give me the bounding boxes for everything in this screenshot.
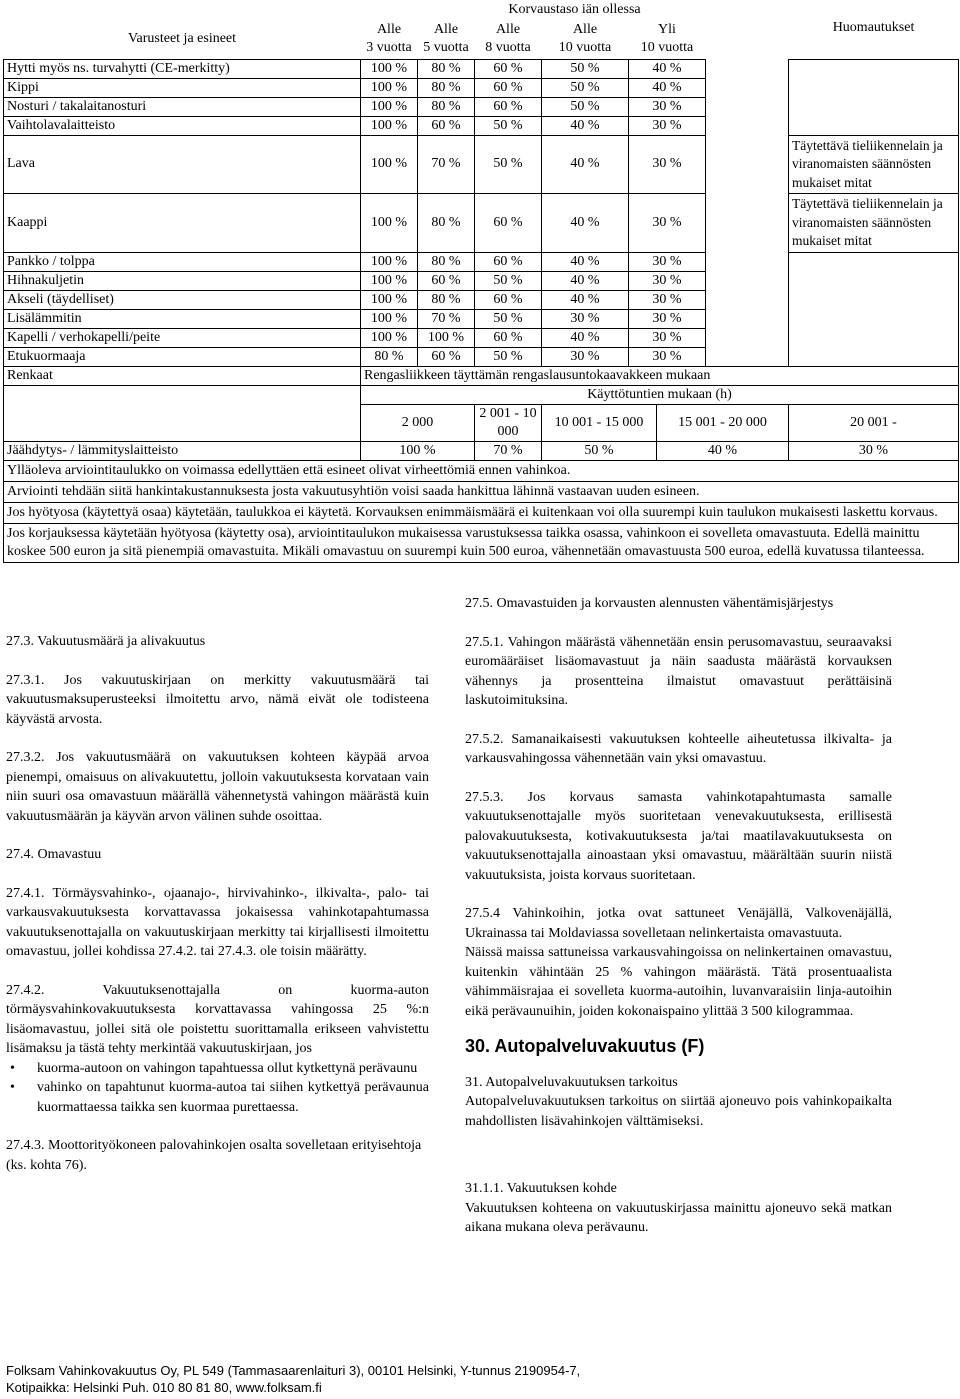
- row-value: 100 %: [361, 116, 418, 135]
- row-value: 80 %: [418, 194, 475, 253]
- paragraph-27-4-3: 27.4.3. Moottorityökoneen palovahinkojen osalta sovelletaan erityisehtoja (ks. kohta 76).: [6, 1138, 422, 1173]
- row-value: 30 %: [629, 252, 706, 271]
- paragraph-27-4-2: 27.4.2. Vakuutuksenottajalla on kuorma-auton törmäysvahinkovakuutuksesta korvattavassa vahingossa 25 %:n lisäomavastuu, jollei sitä ole poistettu suorittamalla erikseen vahvistettu lisämaksu ja tästä tehty merkintää vakuutuskirjaan, jos: [6, 982, 429, 1056]
- section-27-3-heading: 27.3. Vakuutusmäärä ja alivakuutus: [6, 634, 206, 649]
- row-label: Hytti myös ns. turvahytti (CE-merkitty): [4, 59, 361, 78]
- row-value: 80 %: [361, 347, 418, 366]
- hours-header: Käyttötuntien mukaan (h): [361, 385, 959, 404]
- row-value: 30 %: [629, 135, 706, 194]
- tyres-text: Rengasliikkeen täyttämän rengaslausuntokaavakkeen mukaan: [361, 366, 959, 385]
- age-header-1: Alle 3 vuotta: [366, 21, 412, 55]
- footnote-text: Ylläoleva arviointitaulukko on voimassa edellyttäen että esineet olivat virheettömiä ennen vahinkoa.: [4, 460, 959, 481]
- footnote-row: [4, 460, 959, 481]
- age-header-2: Alle 5 vuotta: [423, 21, 469, 55]
- paragraph-27-5: 27.5. Omavastuiden ja korvausten alennusten vähentämisjärjestys: [465, 596, 834, 611]
- header-row-2: [4, 19, 959, 59]
- row-value: 100 %: [361, 328, 418, 347]
- row-value: 30 %: [629, 309, 706, 328]
- hours-range: 20 001 -: [789, 404, 959, 441]
- section-31-heading: 31. Autopalveluvakuutuksen tarkoitus: [465, 1074, 678, 1090]
- age-header-3: Alle 8 vuotta: [485, 21, 531, 55]
- row-value: 40 %: [629, 59, 706, 78]
- section-30-heading: 30. Autopalveluvakuutus (F): [465, 1036, 705, 1056]
- equipment-header: Varusteet ja esineet: [127, 30, 237, 46]
- paragraph-31: Autopalveluvakuutuksen tarkoitus on siirtää ajoneuvo pois vahinkopaikalta mahdollisten lisävahinkojen välttämiseksi.: [465, 1094, 892, 1129]
- paragraph-27-5-3: 27.5.3. Jos korvaus samasta vahinkotapahtumasta samalle vakuutuksenottajalle myös suoritetaan venevakuutuksesta, erillisestä palovakuutuksesta, kotivakuutuksesta ja/tai maatilavakuutuksesta on vakuutuksenottajalla ainoastaan yksi omavastuu, määrältään suurin niistä vakuutuksista, joista korvaus suoritetaan.: [465, 789, 892, 883]
- paragraph-31-1-1: Vakuutuksen kohteena on vakuutuskirjassa mainittu ajoneuvo sekä matkan aikana mukana oleva perävaunu.: [465, 1200, 892, 1235]
- row-value: 100 %: [361, 290, 418, 309]
- hours-header-row: [4, 385, 959, 404]
- row-value: 50 %: [475, 309, 542, 328]
- row-label: Lava: [4, 135, 361, 194]
- row-value: 40 %: [542, 290, 629, 309]
- hours-range: 15 001 - 20 000: [657, 404, 789, 441]
- footnote-row: [4, 523, 959, 562]
- row-value: 80 %: [418, 290, 475, 309]
- paragraph-27-3-2: 27.3.2. Jos vakuutusmäärä on vakuutuksen kohteen käypää arvoa pienempi, omaisuus on alivakuutettu, jolloin vakuutuksesta korvataan vain niin suuri osa omavastuun määrällä vähennetystä vahingon määrästä kuin vakuutusmäärän ja käyvän arvon välinen suhde osoittaa.: [6, 750, 429, 824]
- cooling-value: 70 %: [475, 441, 542, 460]
- row-value: 40 %: [542, 194, 629, 253]
- row-value: 100 %: [361, 194, 418, 253]
- row-label: Akseli (täydelliset): [4, 290, 361, 309]
- row-value: 40 %: [629, 78, 706, 97]
- row-value: 30 %: [629, 271, 706, 290]
- row-value: 100 %: [418, 328, 475, 347]
- left-column: [6, 632, 429, 1175]
- bullet-icon: •: [10, 1080, 15, 1095]
- top-header: Korvaustaso iän ollessa: [508, 1, 641, 17]
- paragraph-27-5-1: 27.5.1. Vahingon määrästä vähennetään ensin perusomavastuu, seuraavaksi euromääräiset lisäomavastuut ja näin saadusta määrästä korvauksen vähennys ja prosentteina ilmaistut omavastuut perättäisinä laskutoimituksina.: [465, 634, 892, 708]
- row-value: 50 %: [542, 97, 629, 116]
- paragraph-27-5-4-continued: Näissä maissa sattuneissa varkausvahingoissa on nelinkertainen omavastuu, kuitenkin vähintään 25 % vahingon määrästä. Tätä prosentuaalista vähimmäisrajaa ei sovelleta kuorma-autoihin, luvanvaraisiin linja-autoihin eikä perävaunuihin, joiden kokonaispaino ylittää 3 500 kilogrammaa.: [465, 945, 892, 1019]
- row-value: 70 %: [418, 135, 475, 194]
- list-item: • kuorma-autoon on vahingon tapahtuessa ollut kytkettynä perävaunu: [6, 1059, 429, 1079]
- cooling-row: [4, 441, 959, 460]
- tyres-row: [4, 366, 959, 385]
- table-row: [4, 194, 959, 253]
- hours-range: 2 001 - 10 000: [475, 404, 542, 441]
- cooling-label: Jäähdytys- / lämmityslaitteisto: [4, 441, 361, 460]
- list-item: • vahinko on tapahtunut kuorma-autoa tai siihen kytkettyä perävaunua kuormattaessa taikka sen kuormaa purettaessa.: [6, 1078, 429, 1117]
- row-value: 40 %: [542, 135, 629, 194]
- header-row-1: [4, 0, 959, 19]
- row-label: Nosturi / takalaitanosturi: [4, 97, 361, 116]
- row-label: Kapelli / verhokapelli/peite: [4, 328, 361, 347]
- row-value: 50 %: [542, 78, 629, 97]
- table-row: [4, 252, 959, 271]
- row-value: 40 %: [542, 271, 629, 290]
- row-value: 60 %: [475, 194, 542, 253]
- paragraph-27-3-1: 27.3.1. Jos vakuutuskirjaan on merkitty vakuutusmäärä tai vakuutusmaksuperusteeksi ilmoitettu arvo, nämä eivät ole todisteena käyvästä arvosta.: [6, 672, 429, 727]
- row-value: 100 %: [361, 309, 418, 328]
- compensation-table: [3, 0, 959, 563]
- cooling-value: 40 %: [657, 441, 789, 460]
- footnote-text: Arviointi tehdään siitä hankintakustannuksesta josta vakuutusyhtiön voisi saada hankittua lähinnä vastaavan uuden esineen.: [4, 481, 959, 502]
- row-label: Etukuormaaja: [4, 347, 361, 366]
- row-value: 100 %: [361, 78, 418, 97]
- row-value: 60 %: [418, 116, 475, 135]
- hours-range: 2 000: [361, 404, 475, 441]
- row-label: Kaappi: [4, 194, 361, 253]
- row-value: 40 %: [542, 328, 629, 347]
- row-label: Hihnakuljetin: [4, 271, 361, 290]
- age-header-5: Yli 10 vuotta: [640, 21, 694, 55]
- table-row: [4, 135, 959, 194]
- footnote-text: Jos korjauksessa käytetään hyötyosa (käytetty osa), arviointitaulukon mukaisessa varustuksessa taikka osassa, vahinkoon ei sovelleta omavastuuta. Edellä mainittu koskee 500 euron ja sitä pienempiä omavastuita. Mikäli omavastuu on suurempi kuin 500 euroa, vähennetään omavastuusta 500 euroa, edellä kuvatussa tilanteessa.: [4, 523, 959, 562]
- row-value: 50 %: [475, 347, 542, 366]
- footnote-row: [4, 481, 959, 502]
- row-label: Kippi: [4, 78, 361, 97]
- row-value: 30 %: [629, 290, 706, 309]
- hours-range: 10 001 - 15 000: [542, 404, 657, 441]
- cooling-value: 50 %: [542, 441, 657, 460]
- row-value: 60 %: [475, 328, 542, 347]
- row-value: 60 %: [475, 252, 542, 271]
- row-value: 50 %: [475, 116, 542, 135]
- table-row: [4, 59, 959, 78]
- row-value: 30 %: [629, 97, 706, 116]
- row-value: 60 %: [418, 347, 475, 366]
- row-value: 60 %: [475, 97, 542, 116]
- row-value: 100 %: [361, 271, 418, 290]
- row-value: 100 %: [361, 252, 418, 271]
- row-note: Täytettävä tieliikennelain ja viranomaisten säännösten mukaiset mitat: [789, 135, 959, 194]
- row-value: 50 %: [475, 135, 542, 194]
- row-value: 30 %: [629, 347, 706, 366]
- notes-header: Huomautukset: [832, 20, 915, 35]
- row-value: 30 %: [629, 328, 706, 347]
- footnote-text: Jos hyötyosa (käytettyä osaa) käytetään, taulukkoa ei käytetä. Korvauksen enimmäismäärä ei kuitenkaan voi olla suurempi kuin taulukon mukaisesti laskettu korvaus.: [4, 502, 959, 523]
- row-label: Vaihtolavalaitteisto: [4, 116, 361, 135]
- footer-line-2: Kotipaikka: Helsinki Puh. 010 80 81 80, www.folksam.fi: [6, 1380, 322, 1395]
- row-value: 30 %: [629, 194, 706, 253]
- row-value: 30 %: [629, 116, 706, 135]
- row-note: Täytettävä tieliikennelain ja viranomaisten säännösten mukaiset mitat: [789, 194, 959, 253]
- paragraph-27-4-1: 27.4.1. Törmäysvahinko-, ojaanajo-, hirvivahinko-, ilkivalta-, palo- tai varkausvakuutuksesta korvattavassa jokaisessa vahinkotapahtumassa vakuutuksenottajalla on vakuutuskirjaan merkitty tai kirjallisesti ilmoitettu omavastuu, jollei kohdissa 27.4.2. tai 27.4.3. ole toisin määrätty.: [6, 885, 429, 959]
- row-value: 80 %: [418, 97, 475, 116]
- section-31-1-1-heading: 31.1.1. Vakuutuksen kohde: [465, 1181, 617, 1196]
- row-value: 60 %: [475, 78, 542, 97]
- paragraph-27-5-2: 27.5.2. Samanaikaisesti vakuutuksen kohteelle aiheutetussa ilkivalta- ja varkausvahingossa vähennetään vain yksi omavastuu.: [465, 731, 892, 766]
- row-value: 80 %: [418, 59, 475, 78]
- row-value: 100 %: [361, 97, 418, 116]
- footnote-row: [4, 502, 959, 523]
- row-value: 50 %: [475, 271, 542, 290]
- page-footer: [6, 1362, 580, 1396]
- row-label: Pankko / tolppa: [4, 252, 361, 271]
- row-value: 60 %: [475, 290, 542, 309]
- row-value: 100 %: [361, 59, 418, 78]
- row-value: 30 %: [542, 347, 629, 366]
- row-value: 70 %: [418, 309, 475, 328]
- cooling-value: 100 %: [361, 441, 475, 460]
- section-27-4-heading: 27.4. Omavastuu: [6, 847, 102, 862]
- row-value: 40 %: [542, 252, 629, 271]
- paragraph-27-5-4: 27.5.4 Vahinkoihin, jotka ovat sattuneet Venäjällä, Valkovenäjällä, Ukrainassa tai Moldaviassa sovelletaan nelinkertaista omavastuuta.: [465, 906, 892, 941]
- row-value: 100 %: [361, 135, 418, 194]
- row-value: 60 %: [418, 271, 475, 290]
- bullet-icon: •: [10, 1060, 15, 1076]
- row-label: Lisälämmitin: [4, 309, 361, 328]
- cooling-value: 30 %: [789, 441, 959, 460]
- right-column: [465, 594, 892, 1238]
- row-value: 50 %: [542, 59, 629, 78]
- tyres-label: Renkaat: [4, 366, 361, 385]
- row-value: 80 %: [418, 78, 475, 97]
- row-value: 80 %: [418, 252, 475, 271]
- age-header-4: Alle 10 vuotta: [558, 21, 612, 55]
- row-value: 30 %: [542, 309, 629, 328]
- row-value: 40 %: [542, 116, 629, 135]
- row-value: 60 %: [475, 59, 542, 78]
- footer-line-1: Folksam Vahinkovakuutus Oy, PL 549 (Tammasaarenlaituri 3), 00101 Helsinki, Y-tunnus 2190954-7,: [6, 1363, 581, 1378]
